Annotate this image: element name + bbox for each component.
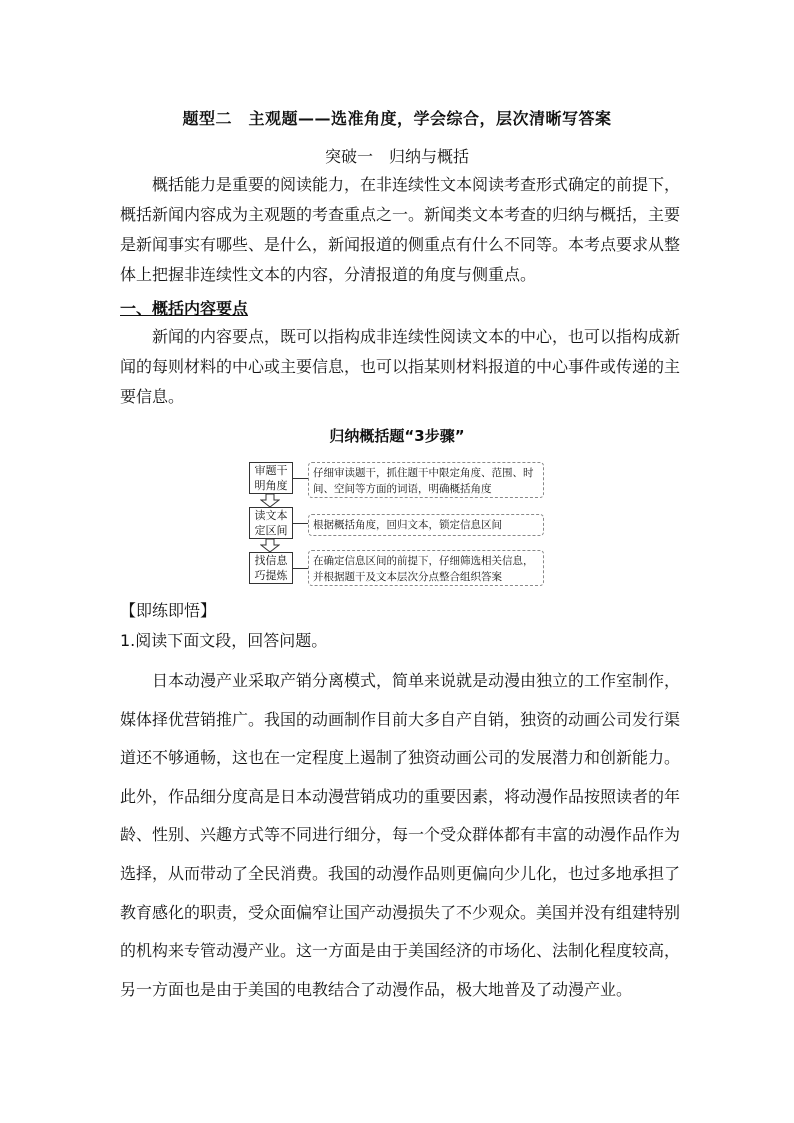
- section-heading: 一、概括内容要点: [120, 299, 249, 318]
- step-label: 读文本: [254, 509, 288, 522]
- step-label: 定区间: [254, 524, 288, 537]
- connector-line: [292, 568, 308, 569]
- step-label: 审题干: [254, 464, 288, 477]
- step-box-2: [249, 507, 293, 539]
- step-description-3: 在确定信息区间的前提下，仔细筛选相关信息，并根据题干及文本层次分点整合组织答案: [308, 550, 544, 586]
- step-box-3: [249, 552, 293, 584]
- question-prompt: 1.阅读下面文段，回答问题。: [120, 631, 328, 650]
- step-description-1: 仔细审读题干，抓住题干中限定角度、范围、时间、空间等方面的词语，明确概括角度: [308, 462, 544, 498]
- step-label: 巧提炼: [254, 569, 288, 582]
- connector-line: [292, 523, 308, 524]
- section-subtitle: 突破一 归纳与概括: [324, 147, 469, 166]
- step-box-1: [249, 462, 293, 494]
- diagram-title: 归纳概括题“3步骤”: [329, 427, 465, 445]
- step-label: 找信息: [254, 554, 288, 567]
- practice-heading: 【即练即悟】: [120, 601, 217, 620]
- section-paragraph: 新闻的内容要点，既可以指构成非连续性阅读文本的中心，也可以指构成新闻的每则材料的中心或主要信息，也可以指某则材料报道的中心事件或传递的主要信息。: [120, 327, 681, 406]
- step-description-2: 根据概括角度，回归文本，锁定信息区间: [308, 514, 544, 536]
- step-label: 明角度: [254, 479, 288, 492]
- down-arrow-icon: [260, 539, 280, 553]
- page-title: 题型二 主观题——选准角度，学会综合，层次清晰写答案: [182, 109, 612, 128]
- connector-line: [292, 478, 308, 479]
- flow-diagram: [246, 458, 556, 588]
- intro-paragraph: 概括能力是重要的阅读能力，在非连续性文本阅读考查形式确定的前提下，概括新闻内容成为主观题的考查重点之一。新闻类文本考查的归纳与概括，主要是新闻事实有哪些、是什么，新闻报道的侧重点有什么不同等。本考点要求从整体上把握非连续性文本的内容，分清报道的角度与侧重点。: [120, 175, 681, 284]
- down-arrow-icon: [260, 494, 280, 508]
- reading-passage: 日本动漫产业采取产销分离模式，简单来说就是动漫由独立的工作室制作，媒体择优营销推广。我国的动画制作目前大多自产自销，独资的动画公司发行渠道还不够通畅，这也在一定程度上遏制了独资动画公司的发展潜力和创新能力。此外，作品细分度高是日本动漫营销成功的重要因素，将动漫作品按照读者的年龄、性别、兴趣方式等不同进行细分，每一个受众群体都有丰富的动漫作品作为选择，从而带动了全民消费。我国的动漫作品则更偏向少儿化，也过多地承担了教育感化的职责，受众面偏窄让国产动漫损失了不少观众。美国并没有组建特别的机构来专管动漫产业。这一方面是由于美国经济的市场化、法制化程度较高，另一方面也是由于美国的电教结合了动漫作品，极大地普及了动漫产业。: [120, 671, 681, 999]
